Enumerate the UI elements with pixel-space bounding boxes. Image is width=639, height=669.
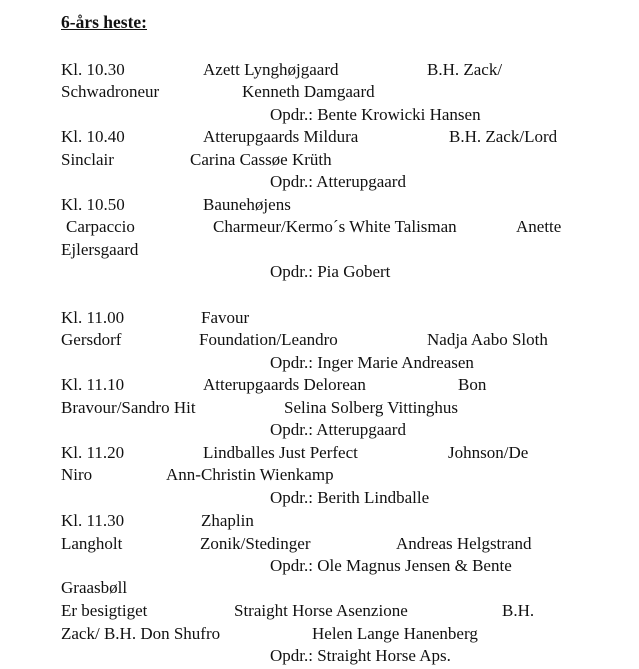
entry-breeder-cont: Graasbøll: [61, 578, 128, 597]
entry-horse: Atterupgaards Delorean: [203, 375, 366, 394]
entry-breeding-cont: Sinclair: [61, 150, 114, 169]
entry-rider: Carina Cassøe Krüth: [190, 150, 332, 169]
entry-horse: Atterupgaards Mildura: [203, 127, 359, 146]
entry-breeding: Charmeur/Kermo´s White Talisman: [213, 217, 457, 236]
entry-breeder: Opdr.: Bente Krowicki Hansen: [270, 105, 481, 124]
entry-breeding-cont: Bravour/Sandro Hit: [61, 398, 196, 417]
entry-horse-cont: Gersdorf: [61, 330, 122, 349]
entry-breeding-cont: Niro: [61, 465, 93, 484]
entry-horse: Baunehøjens: [203, 195, 291, 214]
entry-horse: Favour: [201, 308, 250, 327]
entry-rider: Nadja Aabo Sloth: [427, 330, 548, 349]
entry-time: Kl. 11.30: [61, 511, 125, 530]
entry-breeding: B.H.: [502, 601, 535, 620]
entry-breeder: Opdr.: Inger Marie Andreasen: [270, 353, 474, 372]
entry-status: Er besigtiget: [61, 601, 148, 620]
entry-breeder: Opdr.: Ole Magnus Jensen & Bente: [270, 556, 512, 575]
entry-breeding: Johnson/De: [448, 443, 529, 462]
entry-breeding: Zonik/Stedinger: [200, 534, 311, 553]
entry-time: Kl. 10.50: [61, 195, 125, 214]
entry-time: Kl. 11.10: [61, 375, 125, 394]
entry-horse: Straight Horse Asenzione: [234, 601, 408, 620]
entry-time: Kl. 11.20: [61, 443, 125, 462]
entry-rider: Helen Lange Hanenberg: [312, 624, 478, 643]
entry-breeding: B.H. Zack/Lord: [449, 127, 558, 146]
entry-horse-cont: Langholt: [61, 534, 123, 553]
section-heading: 6-års heste:: [61, 12, 148, 32]
entry-horse: Lindballes Just Perfect: [203, 443, 358, 462]
entry-breeding: Bon: [458, 375, 487, 394]
entry-horse-cont: Carpaccio: [66, 217, 135, 236]
entry-time: Kl. 10.30: [61, 60, 125, 79]
entry-time: Kl. 11.00: [61, 308, 125, 327]
entry-breeder: Opdr.: Atterupgaard: [270, 172, 406, 191]
entry-breeder: Opdr.: Pia Gobert: [270, 262, 391, 281]
entry-rider-cont: Ejlersgaard: [61, 240, 139, 259]
entry-horse: Zhaplin: [201, 511, 254, 530]
entry-horse: Azett Lynghøjgaard: [203, 60, 339, 79]
entry-breeding: Foundation/Leandro: [199, 330, 338, 349]
entry-rider: Selina Solberg Vittinghus: [284, 398, 459, 417]
entry-rider: Ann-Christin Wienkamp: [166, 465, 334, 484]
entry-rider: Kenneth Damgaard: [242, 82, 375, 101]
entry-time: Kl. 10.40: [61, 127, 125, 146]
entry-breeding-cont: Zack/ B.H. Don Shufro: [61, 624, 221, 643]
entry-breeder: Opdr.: Atterupgaard: [270, 420, 406, 439]
entry-breeding-cont: Schwadroneur: [61, 82, 160, 101]
entry-rider: Andreas Helgstrand: [396, 534, 532, 553]
entry-breeding: B.H. Zack/: [427, 60, 503, 79]
entry-breeder: Opdr.: Straight Horse Aps.: [270, 646, 451, 665]
entry-breeder: Opdr.: Berith Lindballe: [270, 488, 430, 507]
entry-rider: Anette: [516, 217, 562, 236]
